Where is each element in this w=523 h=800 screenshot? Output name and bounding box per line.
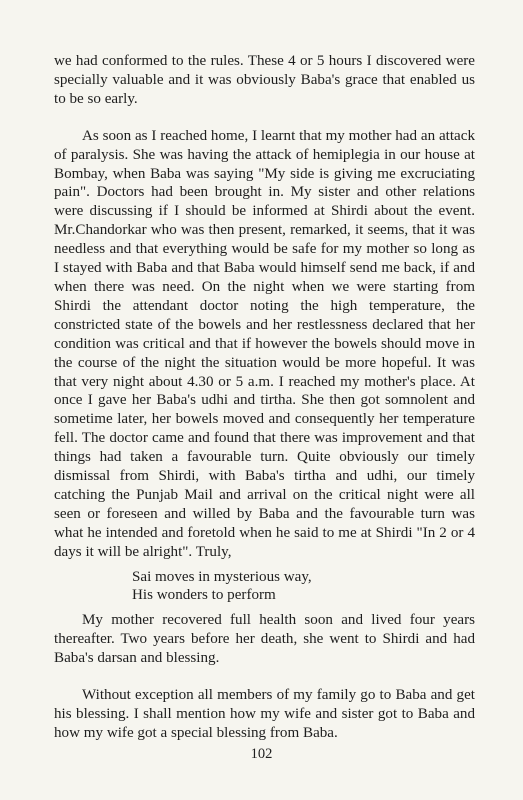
paragraph-mother-recovery: My mother recovered full health soon and lived four years thereafter. Two years before her death, she went to Shirdi and had Baba's darsan and blessing. [54, 612, 475, 667]
paragraph-mother-paralysis: As soon as I reached home, I learnt that my mother had an attack of paralysis. She was having the attack of hemiplegia in our house at Bombay, when Baba was saying "My side is giving me excruciating pain". Doctors had been brought in. My sister and other relations were discussing if I should be informed at Shirdi about the event. Mr.Chandorkar who was then present, remarked, it seems, that it was needless and that everything would be safe for my mother so long as I stayed with Baba and that Baba would himself send me back, if and when there was need. On the night when we were starting from Shirdi the attendant doctor noting the high temperature, the constricted state of the bowels and her restlessness declared that her condition was critical and that if however the bowels should move in the course of the night the situation would be more hopeful. It was that very night about 4.30 or 5 a.m. I reached my mother's place. At once I gave her Baba's udhi and tirtha. She then got somnolent and sometime later, her bowels moved and consequently her temperature fell. The doctor came and found that there was improvement and that things had taken a favourable turn. Quite obviously our timely dismissal from Shirdi, with Baba's tirtha and udhi, our timely catching the Punjab Mail and arrival on the critical night were all seen or foreseen and willed by Baba and the favourable turn was what he intended and foretold when he said to me at Shirdi "In 2 or 4 days it will be alright". Truly, [54, 127, 475, 560]
verse-line: Sai moves in mysterious way, [132, 568, 312, 585]
page-number: 102 [250, 746, 273, 762]
paragraph-family-blessing: Without exception all members of my family go to Baba and get his blessing. I shall mention how my wife and sister got to Baba and how my wife got a special blessing from Baba. [54, 687, 475, 741]
paragraph-gap [54, 109, 475, 127]
verse-quote [132, 568, 475, 606]
paragraph-continuation: we had conformed to the rules. These 4 or 5 hours I discovered were specially valuable and it was obviously Baba's grace that enabled us to be so early. [54, 53, 475, 107]
verse-line: His wonders to perform [132, 587, 276, 604]
paragraph-gap [54, 668, 475, 686]
